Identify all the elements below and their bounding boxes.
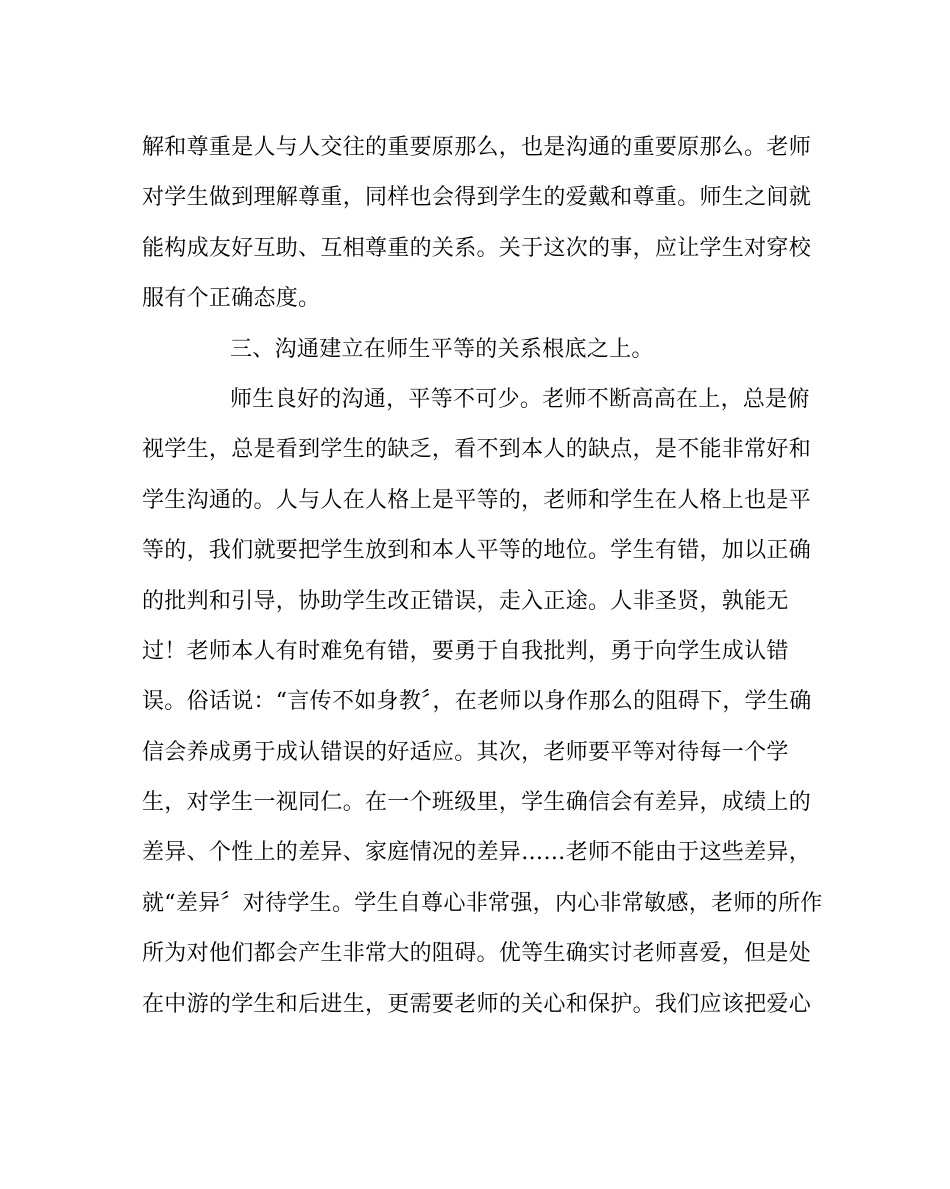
text-line: 对学生做到理解尊重，同样也会得到学生的爱戴和尊重。师生之间就	[142, 185, 812, 211]
text-line: 三、沟通建立在师生平等的关系根底之上。	[230, 336, 654, 362]
text-line: 等的，我们就要把学生放到和本人平等的地位。学生有错，加以正确	[142, 538, 812, 564]
text-line: 生，对学生一视同仁。在一个班级里，学生确信会有差异，成绩上的	[142, 790, 812, 816]
text-line: 在中游的学生和后进生，更需要老师的关心和保护。我们应该把爱心	[142, 991, 812, 1017]
text-line: 误。俗话说：“言传不如身教〞，在老师以身作那么的阻碍下，学生确	[142, 689, 812, 715]
text-line: 过！老师本人有时难免有错，要勇于自我批判，勇于向学生成认错	[142, 638, 789, 664]
body-text	[142, 123, 822, 1030]
text-line: 服有个正确态度。	[142, 286, 321, 312]
text-line: 就“差异〞对待学生。学生自尊心非常强，内心非常敏感，老师的所作	[142, 890, 823, 916]
text-line: 的批判和引导，协助学生改正错误，走入正途。人非圣贤，孰能无	[142, 588, 789, 614]
text-line: 能构成友好互助、互相尊重的关系。关于这次的事，应让学生对穿校	[142, 235, 812, 261]
text-line: 差异、个性上的差异、家庭情况的差异……老师不能由于这些差异，	[142, 840, 812, 866]
text-line: 师生良好的沟通，平等不可少。老师不断高高在上，总是俯	[230, 386, 810, 412]
text-line: 所为对他们都会产生非常大的阻碍。优等生确实讨老师喜爱，但是处	[142, 941, 812, 967]
text-line: 解和尊重是人与人交往的重要原那么，也是沟通的重要原那么。老师	[142, 135, 812, 160]
text-line: 信会养成勇于成认错误的好适应。其次，老师要平等对待每一个学	[142, 739, 789, 765]
text-line: 学生沟通的。人与人在人格上是平等的，老师和学生在人格上也是平	[142, 487, 812, 513]
text-line: 视学生，总是看到学生的缺乏，看不到本人的缺点，是不能非常好和	[142, 437, 812, 463]
